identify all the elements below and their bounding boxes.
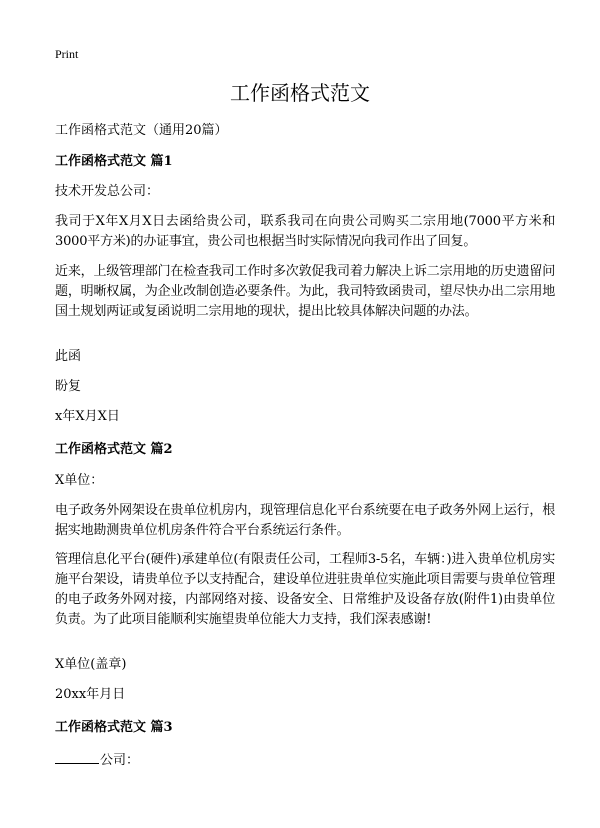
document-title: 工作函格式范文 (230, 81, 370, 105)
date-line: 20xx年月日 (55, 687, 126, 702)
print-label: Print (55, 47, 79, 61)
salutation-1: 技术开发总公司： (55, 184, 160, 199)
paragraph-1-2: 近来，上级管理部门在检查我司工作时多次敦促我司着力解决上诉二宗用地的历史遗留问题，明晰权属，为企业改制创造必要条件。为此，我司特致函贵司，望尽快办出二宗用地国土规划两证或复函说明二宗用地的现状，提出比较具体解决问题的办法。 (55, 264, 555, 319)
date-line: x年X月X日 (55, 409, 120, 424)
salutation-text: 公司： (100, 753, 140, 768)
paragraph-2-2: 管理信息化平台(硬件)承建单位(有限责任公司，工程师3-5名，车辆：)进入贵单位机房实施平台架设，请贵单位予以支持配合，建设单位进驻贵单位实施此项目需要与贵单位管理的电子政务外网对接，内部网络对接、设备安全、日常维护及设备存放(附件1)由贵单位负责。为了此项目能顺利实施望贵单位能大力支持，我们深表感谢! (55, 552, 555, 627)
paragraph-1-1: 我司于X年X月X日去函给贵公司，联系我司在向贵公司购买二宗用地(7000平方米和3000平方米)的办证事宜，贵公司也根据当时实际情况向我司作出了回复。 (55, 214, 555, 249)
closing-line: 此函 (55, 349, 82, 364)
section-heading-3: 工作函格式范文 篇3 (55, 720, 173, 735)
section-heading-2: 工作函格式范文 篇2 (55, 442, 173, 457)
signature-line: X单位(盖章) (55, 657, 127, 672)
section-heading-1: 工作函格式范文 篇1 (55, 154, 173, 169)
document-subtitle: 工作函格式范文（通用20篇） (55, 123, 228, 138)
blank-underline (55, 750, 99, 764)
salutation-3 (55, 750, 139, 769)
salutation-2: X单位： (55, 473, 104, 488)
paragraph-2-1: 电子政务外网架设在贵单位机房内，现管理信息化平台系统要在电子政务外网上运行，根据实地勘测贵单位机房条件符合平台系统运行条件。 (55, 503, 555, 538)
closing-line: 盼复 (55, 379, 82, 394)
